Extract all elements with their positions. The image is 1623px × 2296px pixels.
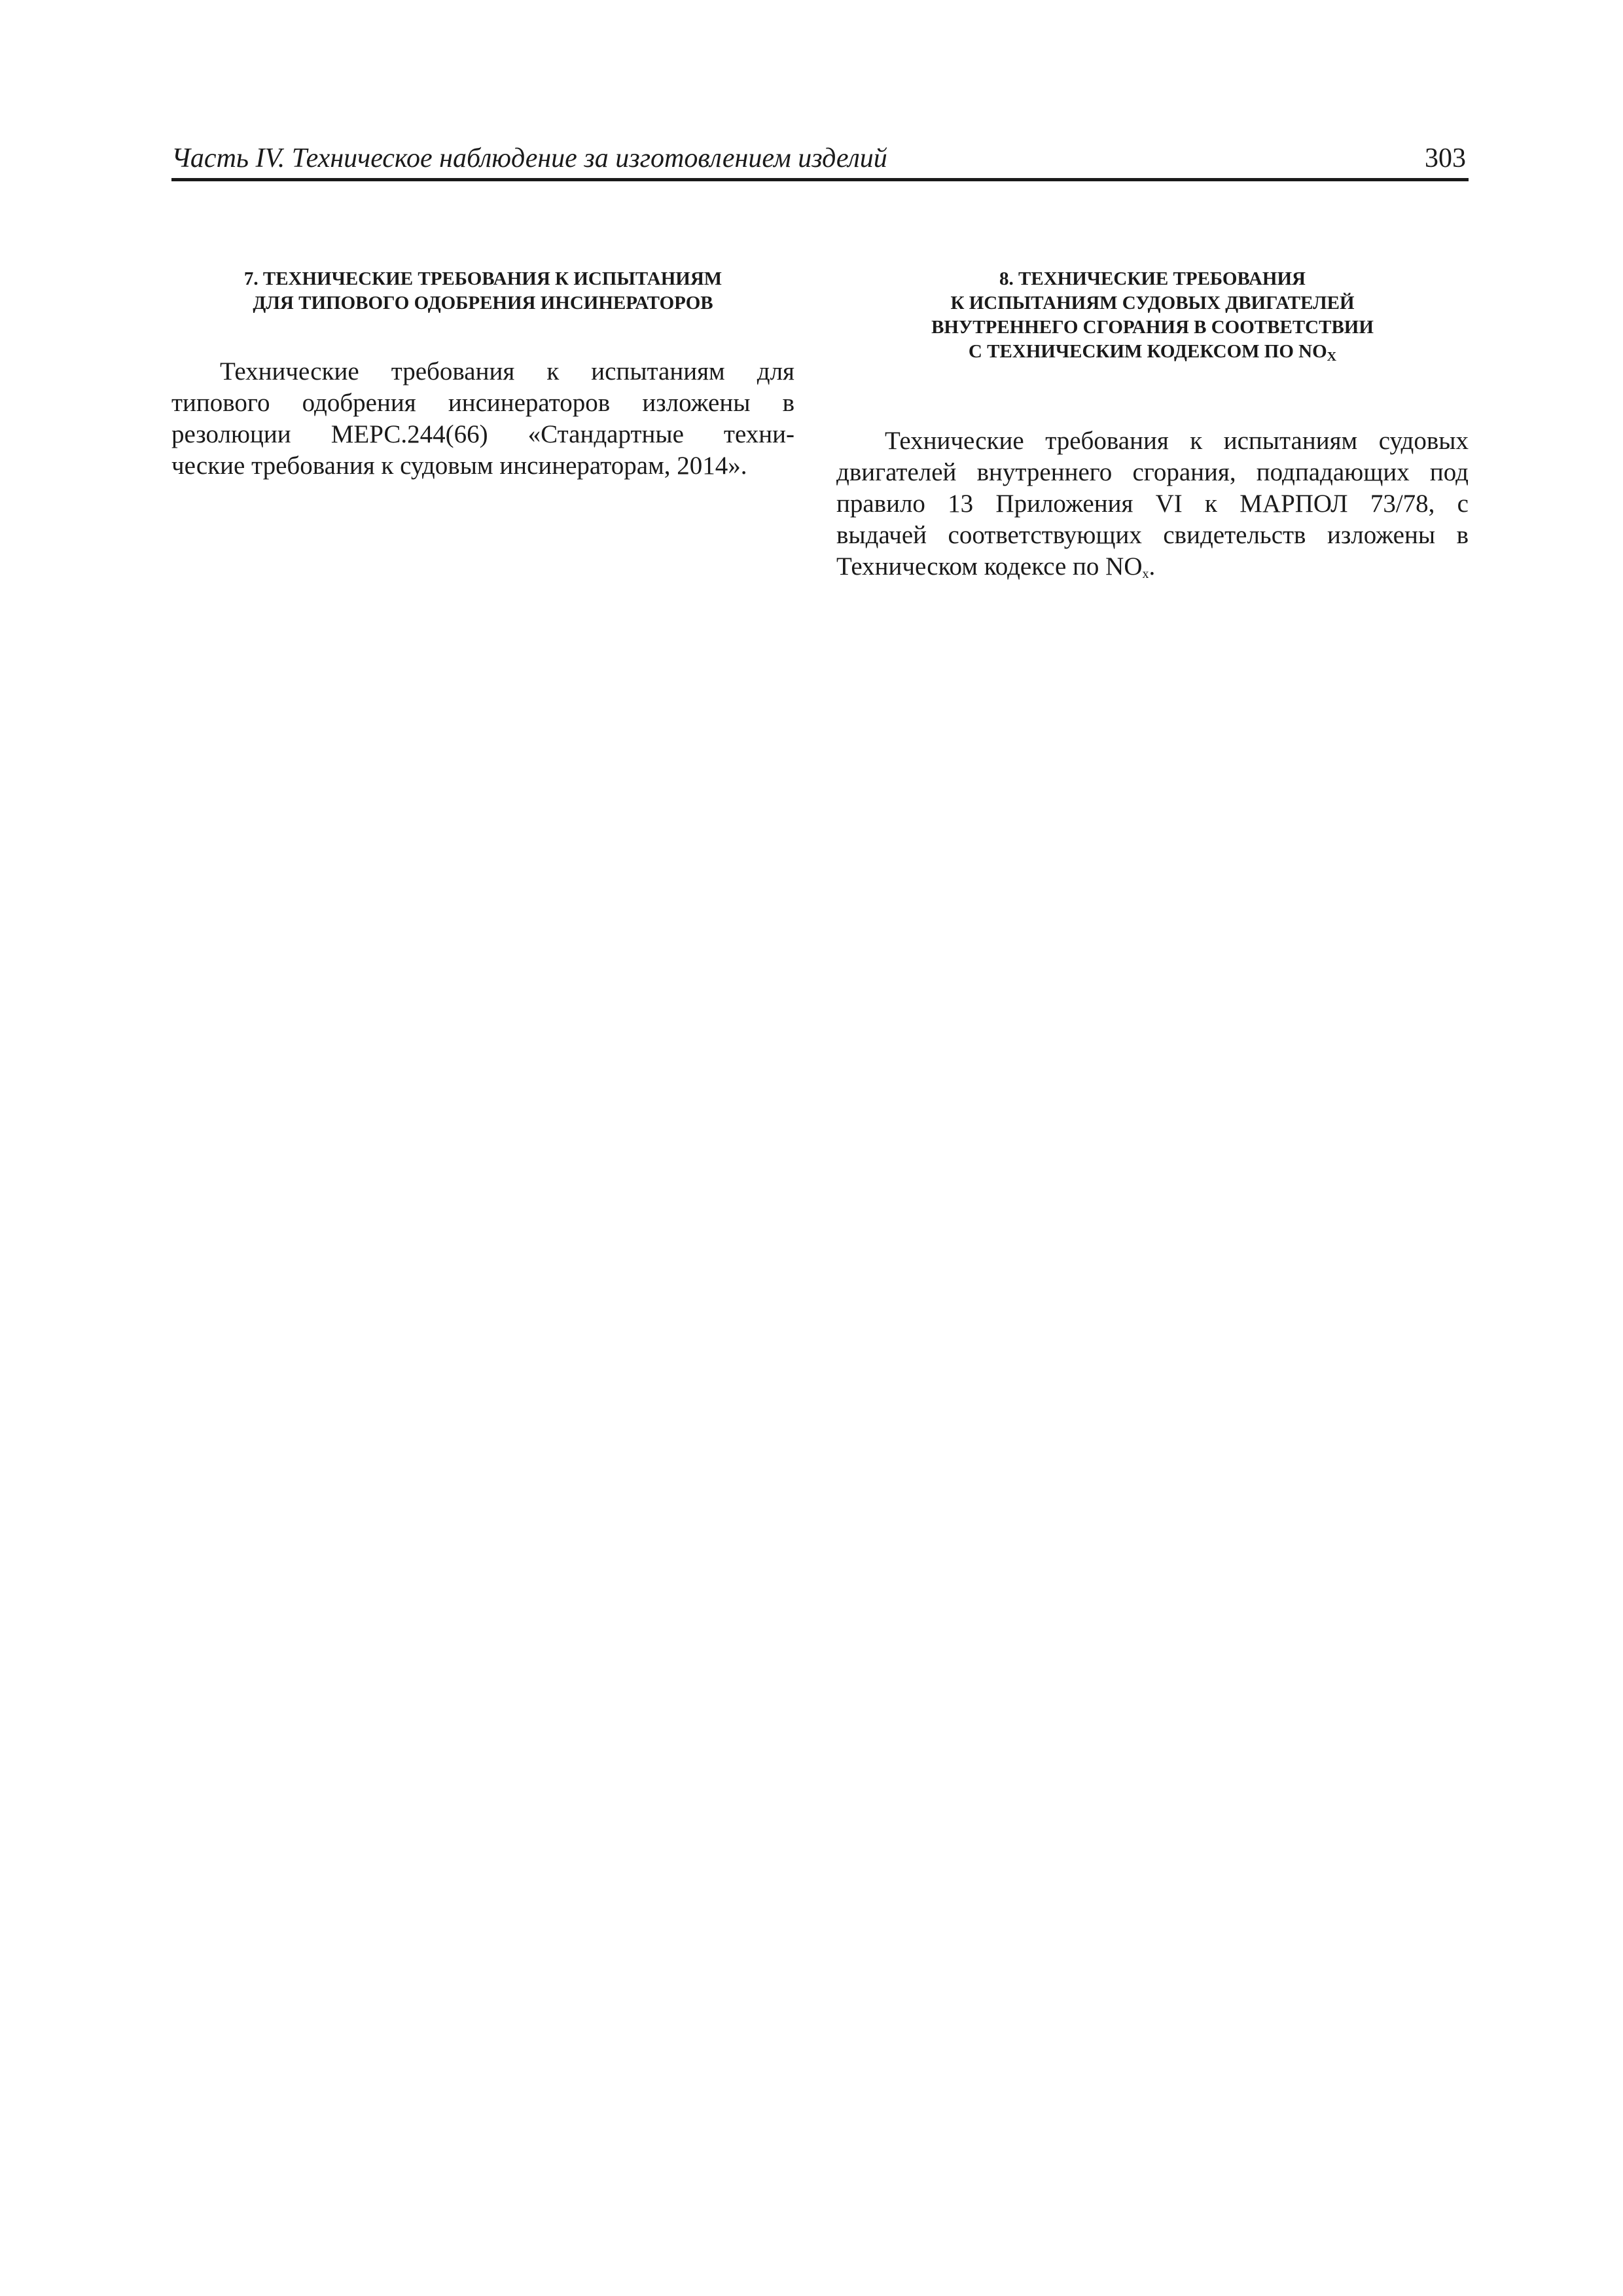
section-7-heading — [171, 267, 794, 315]
paragraph-line-last — [836, 551, 1469, 590]
paragraph-end: . — [1149, 552, 1156, 581]
paragraph-line: типового одобрения инсинераторов изложены в — [171, 389, 794, 417]
paragraph-subscript: x — [1142, 567, 1149, 581]
paragraph-line: Технические требования к испытаниям для — [220, 357, 794, 386]
section-8-heading-line-last — [836, 340, 1469, 369]
section-7-heading-line: ДЛЯ ТИПОВОГО ОДОБРЕНИЯ ИНСИНЕРАТОРОВ — [253, 293, 713, 314]
section-8-heading-line: К ИСПЫТАНИЯМ СУДОВЫХ ДВИГАТЕЛЕЙ — [950, 293, 1355, 314]
running-header — [171, 140, 1469, 182]
page-number: 303 — [1425, 143, 1466, 173]
paragraph-line: двигателей внутреннего сгорания, подпадающих под — [836, 458, 1469, 486]
section-8-heading-line: ВНУТРЕННЕГО СГОРАНИЯ В СООТВЕТСТВИИ — [931, 317, 1374, 338]
running-header-title: Часть IV. Техническое наблюдение за изготовлением изделий — [171, 143, 887, 173]
paragraph-line: ческие требования к судовым инсинераторам, 2014». — [171, 452, 747, 480]
paragraph-line: правило 13 Приложения VI к МАРПОЛ 73/78, с — [836, 490, 1469, 518]
paragraph-line: Технические требования к испытаниям судовых — [885, 427, 1469, 455]
section-8-paragraph — [836, 425, 1469, 590]
header-divider — [171, 178, 1469, 181]
paragraph-line: выдачей соответствующих свидетельств изложены в — [836, 521, 1469, 549]
left-column — [171, 267, 794, 482]
section-7-heading-line: 7. ТЕХНИЧЕСКИЕ ТРЕБОВАНИЯ К ИСПЫТАНИЯМ — [243, 268, 722, 289]
right-column — [836, 267, 1469, 590]
paragraph-line: резолюции МЕРС.244(66) «Стандартные техни- — [171, 420, 794, 448]
section-8-heading-line: 8. ТЕХНИЧЕСКИЕ ТРЕБОВАНИЯ — [999, 268, 1306, 289]
section-7-paragraph — [171, 356, 794, 482]
heading-subscript: X — [1327, 350, 1337, 364]
heading-text: С ТЕХНИЧЕСКИМ КОДЕКСОМ ПО NO — [968, 341, 1327, 362]
paragraph-text: Техническом кодексе по NO — [836, 552, 1143, 581]
section-8-heading — [836, 267, 1469, 369]
